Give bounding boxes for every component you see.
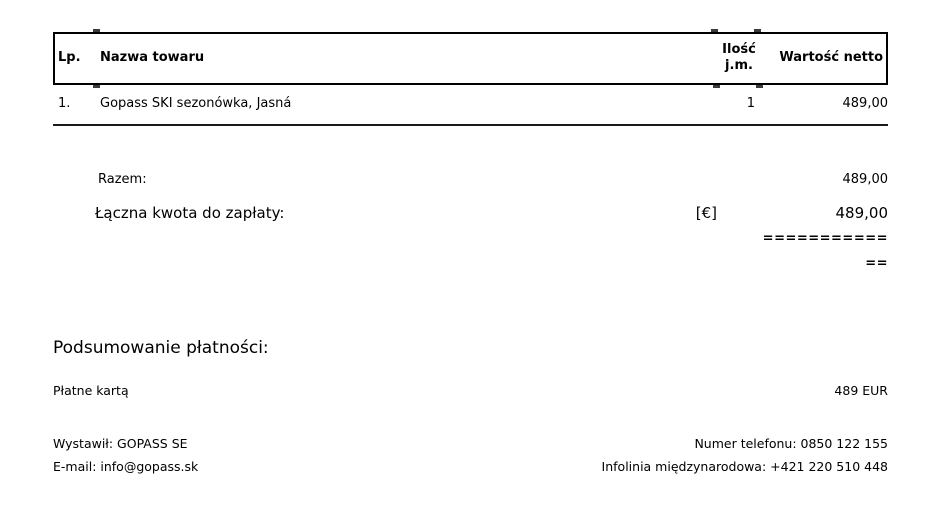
column-tick [93, 85, 100, 88]
column-header-lp: Lp. [58, 50, 81, 65]
table-row-net: 489,00 [842, 96, 888, 111]
subtotal-value: 489,00 [842, 172, 888, 187]
footer-hotline: Infolinia międzynarodowa: +421 220 510 448 [601, 459, 888, 474]
payment-summary-title: Podsumowanie płatności: [53, 338, 269, 358]
column-tick [754, 29, 761, 32]
column-tick [756, 85, 763, 88]
column-header-qty [703, 42, 775, 74]
table-row-name: Gopass SKI sezonówka, Jasná [100, 96, 292, 111]
column-tick [713, 85, 720, 88]
column-header-net: Wartość netto [779, 50, 883, 65]
footer-issuer: Wystawił: GOPASS SE [53, 436, 188, 451]
table-row-quantity: 1 [746, 96, 755, 111]
column-header-qty-line1: Ilość [722, 42, 756, 57]
payment-method: Płatne kartą [53, 383, 129, 398]
totals-separator-line1: =========== [762, 231, 888, 246]
column-tick [93, 29, 100, 32]
column-header-qty-line2: j.m. [725, 58, 753, 73]
table-row-index: 1. [58, 96, 71, 111]
total-due-value: 489,00 [835, 204, 888, 222]
subtotal-label: Razem: [98, 172, 147, 187]
footer-email: E-mail: info@gopass.sk [53, 459, 199, 474]
totals-separator-line2: == [865, 256, 888, 271]
total-due-label: Łączna kwota do zapłaty: [95, 204, 285, 222]
footer-phone: Numer telefonu: 0850 122 155 [694, 436, 888, 451]
total-currency-note: [€] [695, 204, 717, 222]
column-header-name: Nazwa towaru [100, 50, 205, 65]
payment-amount: 489 EUR [834, 383, 888, 398]
table-bottom-rule [53, 124, 888, 126]
column-tick [711, 29, 718, 32]
